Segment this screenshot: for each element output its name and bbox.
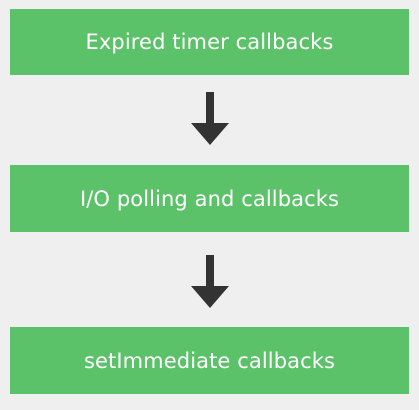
- step-setimmediate-callbacks: [10, 327, 409, 394]
- down-arrow-icon: [189, 255, 231, 311]
- step-label: Expired timer callbacks: [85, 30, 334, 54]
- down-arrow-icon: [189, 92, 231, 148]
- step-io-polling-and-callbacks: [10, 165, 409, 232]
- step-label: I/O polling and callbacks: [79, 186, 340, 211]
- step-label: setImmediate callbacks: [83, 348, 336, 373]
- step-expired-timer-callbacks: [10, 9, 409, 75]
